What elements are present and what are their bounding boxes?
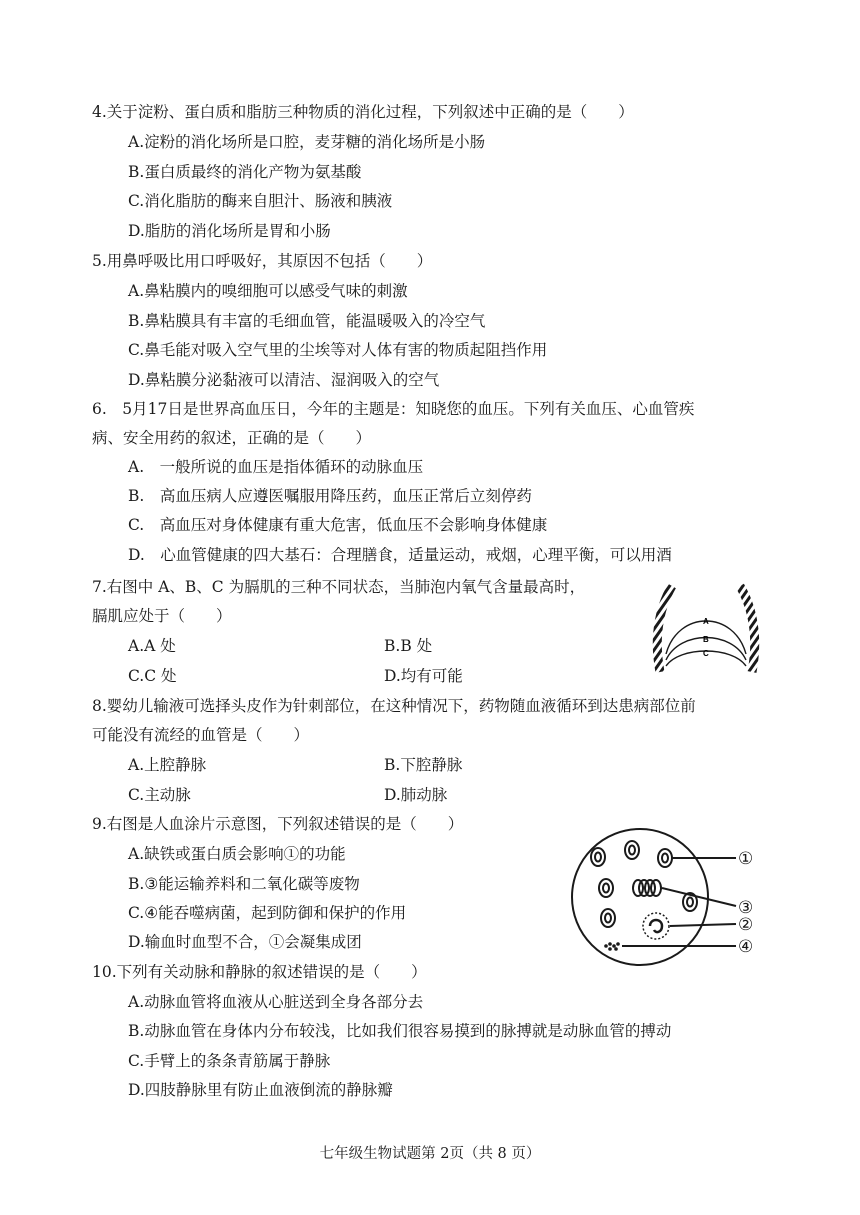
q5-option-c: C.鼻毛能对吸入空气里的尘埃等对人体有害的物质起阻挡作用 <box>128 341 548 359</box>
q10-stem: 10.下列有关动脉和静脉的叙述错误的是（ ） <box>92 963 427 981</box>
label-1: ① <box>738 849 754 869</box>
q10-option-a: A.动脉血管将血液从心脏送到全身各部分去 <box>128 993 424 1011</box>
q8-option-d: D.肺动脉 <box>384 786 448 804</box>
q8-stem-line1: 8.婴幼儿输液可选择头皮作为针刺部位，在这种情况下，药物随血液循环到达患病部位前 <box>92 697 696 715</box>
q8-option-c: C.主动脉 <box>128 786 191 804</box>
q7-stem-line2: 膈肌应处于（ ） <box>92 607 232 625</box>
q9-stem: 9.右图是人血涂片示意图，下列叙述错误的是（ ） <box>92 815 464 833</box>
q6-stem-line1: 6. 5月17日是世界高血压日，今年的主题是：知晓您的血压。下列有关血压、心血管疾 <box>92 400 695 418</box>
label-4: ④ <box>738 937 754 957</box>
q9-option-b: B.③能运输养料和二氧化碳等废物 <box>128 875 360 893</box>
q9-option-a: A.缺铁或蛋白质会影响①的功能 <box>128 845 346 863</box>
label-b: B <box>703 635 709 644</box>
q9-option-c: C.④能吞噬病菌，起到防御和保护的作用 <box>128 904 407 922</box>
diaphragm-figure <box>650 580 762 676</box>
q8-stem-line2: 可能没有流经的血管是（ ） <box>92 726 310 744</box>
q4-stem: 4.关于淀粉、蛋白质和脂肪三种物质的消化过程，下列叙述中正确的是（ ） <box>92 103 634 121</box>
q10-option-c: C.手臂上的条条青筋属于静脉 <box>128 1052 331 1070</box>
q6-stem-line2: 病、安全用药的叙述，正确的是（ ） <box>92 429 372 447</box>
q5-stem: 5.用鼻呼吸比用口呼吸好，其原因不包括（ ） <box>92 252 433 270</box>
page-footer: 七年级生物试题第 2页（共 8 页） <box>319 1146 541 1162</box>
smear-field <box>572 829 708 965</box>
q5-option-a: A.鼻粘膜内的嗅细胞可以感受气味的刺激 <box>128 282 408 300</box>
q7-option-d: D.均有可能 <box>384 667 463 685</box>
q7-option-b: B.B 处 <box>384 637 433 655</box>
q4-option-c: C.消化脂肪的酶来自胆汁、肠液和胰液 <box>128 192 393 210</box>
q6-option-b: B. 高血压病人应遵医嘱服用降压药，血压正常后立刻停药 <box>128 487 532 505</box>
q6-option-c: C. 高血压对身体健康有重大危害，低血压不会影响身体健康 <box>128 516 548 534</box>
label-3: ③ <box>738 898 754 918</box>
q7-stem-line1: 7.右图中 A、B、C 为膈肌的三种不同状态，当肺泡内氧气含量最高时， <box>92 578 586 596</box>
q10-option-b: B.动脉血管在身体内分布较浅，比如我们很容易摸到的脉搏就是动脉血管的搏动 <box>128 1022 672 1040</box>
label-c: C <box>703 649 709 658</box>
q5-option-b: B.鼻粘膜具有丰富的毛细血管，能温暖吸入的冷空气 <box>128 312 486 330</box>
label-a: A <box>703 617 709 626</box>
q4-option-a: A.淀粉的消化场所是口腔，麦芽糖的消化场所是小肠 <box>128 133 486 151</box>
left-rib-wall <box>657 586 672 672</box>
q8-option-a: A.上腔静脉 <box>128 756 207 774</box>
q5-option-d: D.鼻粘膜分泌黏液可以清洁、湿润吸入的空气 <box>128 371 440 389</box>
q6-option-d: D. 心血管健康的四大基石：合理膳食，适量运动，戒烟，心理平衡，可以用酒 <box>128 546 672 564</box>
label-2: ② <box>738 915 754 935</box>
right-rib-wall <box>740 586 755 672</box>
q10-option-d: D.四肢静脉里有防止血液倒流的静脉瓣 <box>128 1081 393 1099</box>
q9-option-d: D.输血时血型不合，①会凝集成团 <box>128 933 362 951</box>
q6-option-a: A. 一般所说的血压是指体循环的动脉血压 <box>128 458 424 476</box>
q4-option-b: B.蛋白质最终的消化产物为氨基酸 <box>128 163 362 181</box>
q4-option-d: D.脂肪的消化场所是胃和小肠 <box>128 222 331 240</box>
q8-option-b: B.下腔静脉 <box>384 756 463 774</box>
q7-option-a: A.A 处 <box>128 637 176 655</box>
blood-smear-figure <box>570 822 790 972</box>
q7-option-c: C.C 处 <box>128 667 177 685</box>
white-blood-cell <box>643 913 669 939</box>
